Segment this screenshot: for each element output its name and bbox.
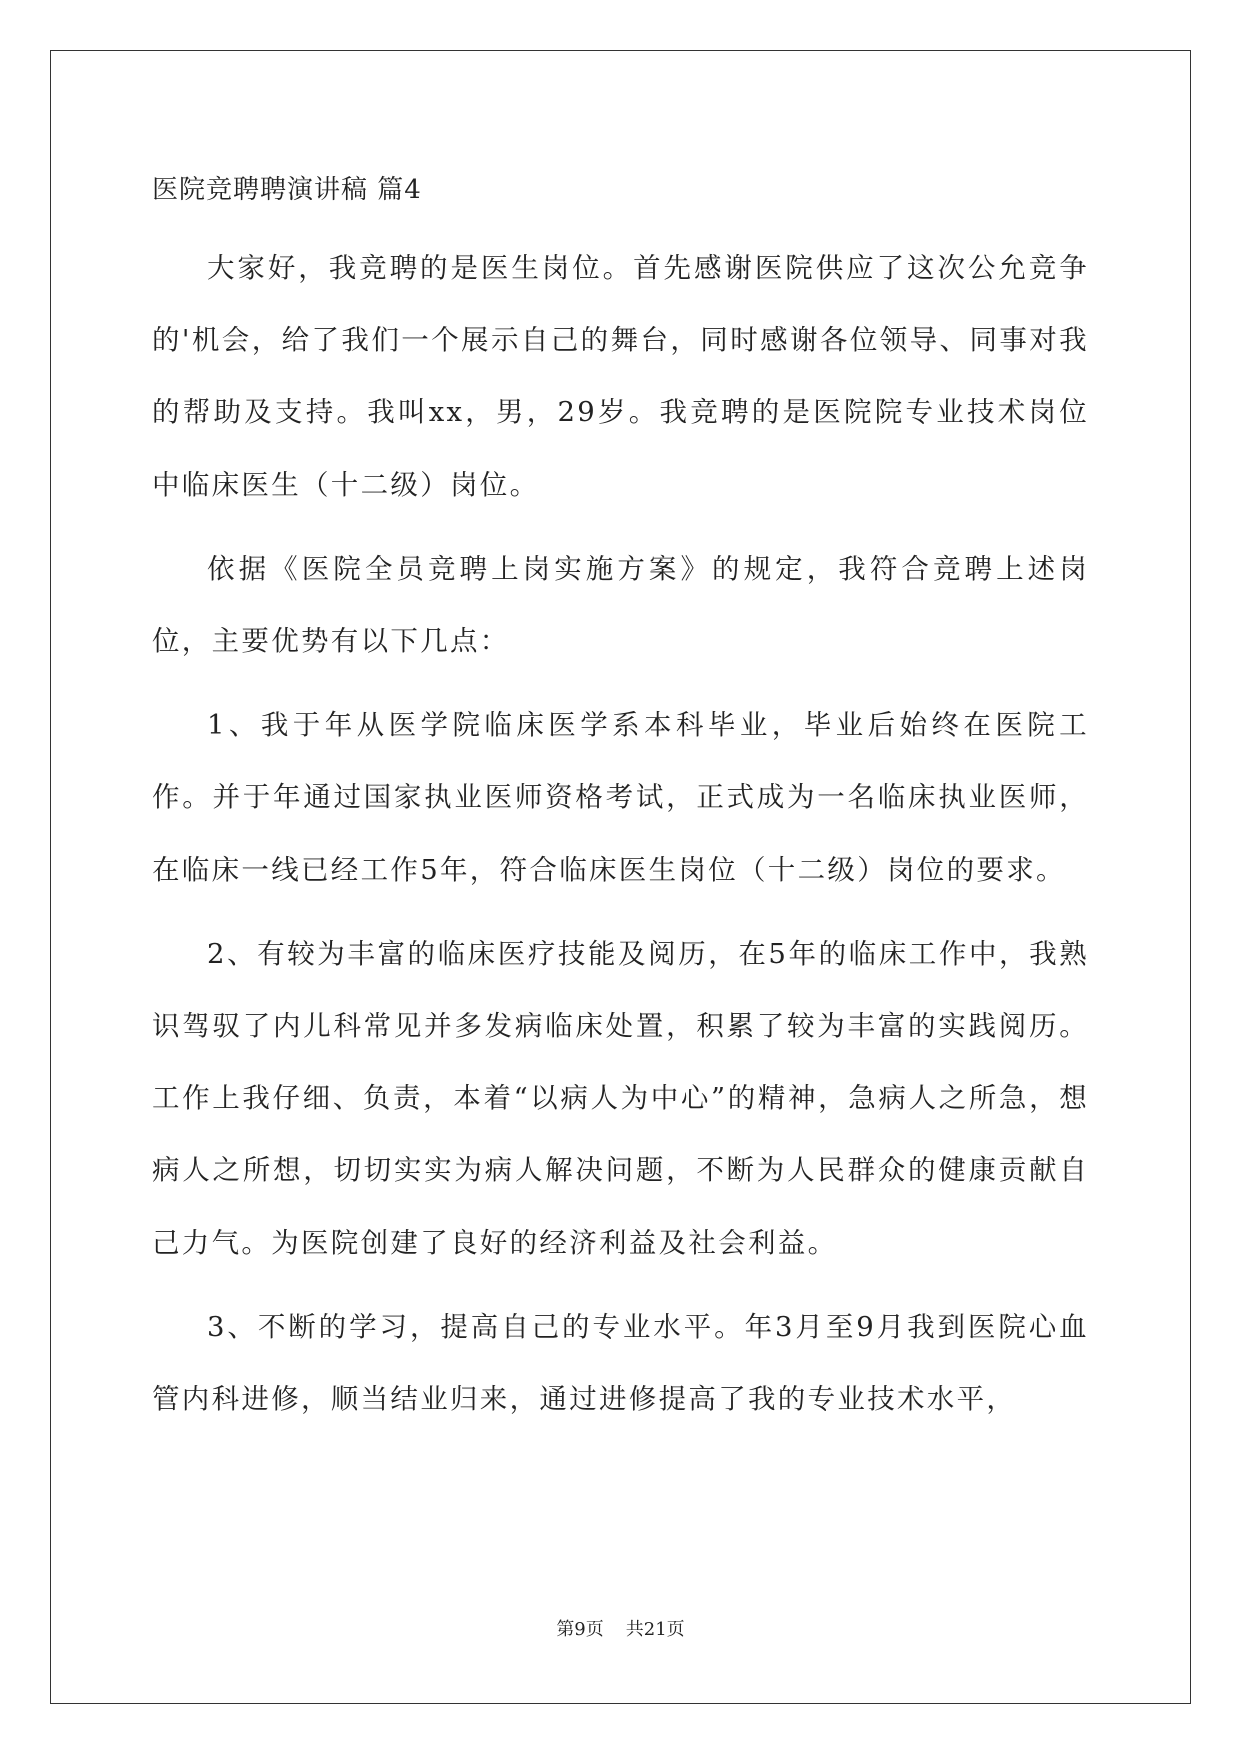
page-footer bbox=[0, 1618, 1241, 1642]
document-body bbox=[152, 160, 1089, 1435]
paragraph-point-3: 3、不断的学习，提高自己的专业水平。年3月至9月我到医院心血管内科进修，顺当结业归来，通过进修提高了我的专业技术水平， bbox=[152, 1310, 1089, 1416]
paragraph-point-1: 1、我于年从医学院临床医学系本科毕业，毕业后始终在医院工作。并于年通过国家执业医师资格考试，正式成为一名临床执业医师，在临床一线已经工作5年，符合临床医生岗位（十二级）岗位的要求。 bbox=[152, 709, 1089, 886]
paragraph-point-2: 2、有较为丰富的临床医疗技能及阅历，在5年的临床工作中，我熟识驾驭了内儿科常见并多发病临床处置，积累了较为丰富的实践阅历。工作上我仔细、负责，本着“以病人为中心”的精神，急病人之所急，想病人之所想，切切实实为病人解决问题，不断为人民群众的健康贡献自己力气。为医院创建了良好的经济利益及社会利益。 bbox=[152, 937, 1089, 1259]
document-title: 医院竞聘聘演讲稿 篇4 bbox=[152, 175, 422, 205]
paragraph-intro: 大家好，我竞聘的是医生岗位。首先感谢医院供应了这次公允竞争的'机会，给了我们一个展示自己的舞台，同时感谢各位领导、同事对我的帮助及支持。我叫xx，男，29岁。我竞聘的是医院院专业技术岗位中临床医生（十二级）岗位。 bbox=[152, 252, 1089, 501]
total-pages: 共21页 bbox=[625, 1619, 685, 1640]
paragraph-basis: 依据《医院全员竞聘上岗实施方案》的规定，我符合竞聘上述岗位，主要优势有以下几点： bbox=[152, 552, 1089, 658]
current-page-number: 第9页 bbox=[556, 1619, 604, 1640]
